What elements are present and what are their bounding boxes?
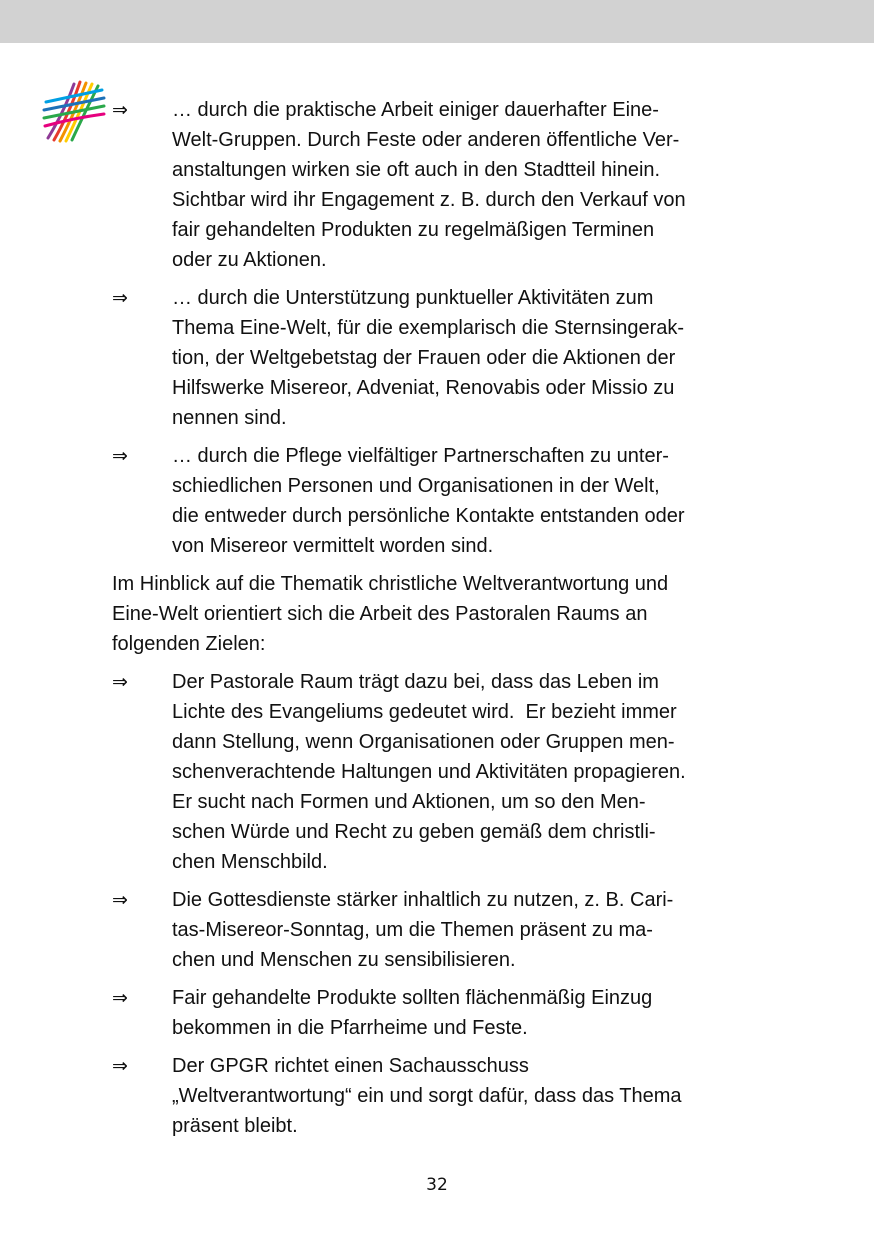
arrow-bullet-icon: ⇒	[112, 987, 128, 1009]
text-line: schen Würde und Recht zu geben gemäß dem christli-	[172, 821, 656, 843]
text-line: tion, der Weltgebetstag der Frauen oder die Aktionen der	[172, 347, 676, 369]
intro-paragraph	[112, 569, 772, 659]
text-line: Der Pastorale Raum trägt dazu bei, dass das Leben im	[172, 671, 659, 693]
text-line: Die Gottesdienste stärker inhaltlich zu nutzen, z. B. Cari-	[172, 889, 674, 911]
text-line: tas-Misereor-Sonntag, um die Themen präsent zu ma-	[172, 919, 653, 941]
text-line: bekommen in die Pfarrheime und Feste.	[172, 1017, 528, 1039]
text-line: Eine-Welt orientiert sich die Arbeit des Pastoralen Raums an	[112, 603, 648, 625]
goals-list	[112, 667, 772, 1141]
text-line: fair gehandelten Produkten zu regelmäßigen Terminen	[172, 219, 655, 241]
text-line: Er sucht nach Formen und Aktionen, um so den Men-	[172, 791, 646, 813]
text-line: schiedlichen Personen und Organisationen in der Welt,	[172, 475, 660, 497]
activity-list	[112, 95, 772, 561]
arrow-bullet-icon: ⇒	[112, 445, 128, 467]
text-line: die entweder durch persönliche Kontakte entstanden oder	[172, 505, 685, 527]
page-number: 32	[426, 1175, 448, 1195]
list-item	[112, 95, 772, 275]
page-content	[112, 95, 772, 1149]
logo-icon	[40, 78, 108, 146]
text-line: Thema Eine-Welt, für die exemplarisch die Sternsingerak-	[172, 317, 685, 339]
text-line: … durch die Pflege vielfältiger Partnerschaften zu unter-	[172, 445, 669, 467]
text-line: nennen sind.	[172, 407, 287, 429]
text-line: anstaltungen wirken sie oft auch in den Stadtteil hinein.	[172, 159, 661, 181]
arrow-bullet-icon: ⇒	[112, 1055, 128, 1077]
text-line: Hilfswerke Misereor, Adveniat, Renovabis oder Missio zu	[172, 377, 675, 399]
text-line: dann Stellung, wenn Organisationen oder Gruppen men-	[172, 731, 675, 753]
arrow-bullet-icon: ⇒	[112, 889, 128, 911]
list-item	[112, 885, 772, 975]
text-line: folgenden Zielen:	[112, 633, 266, 655]
text-line: Der GPGR richtet einen Sachausschuss	[172, 1055, 529, 1077]
text-line: präsent bleibt.	[172, 1115, 298, 1137]
text-line: Im Hinblick auf die Thematik christliche Weltverantwortung und	[112, 573, 669, 595]
text-line: chen Menschbild.	[172, 851, 328, 873]
list-item	[112, 983, 772, 1043]
arrow-bullet-icon: ⇒	[112, 671, 128, 693]
text-line: „Weltverantwortung“ ein und sorgt dafür, dass das Thema	[172, 1085, 682, 1107]
text-line: Lichte des Evangeliums gedeutet wird. Er bezieht immer	[172, 701, 677, 723]
text-line: Welt-Gruppen. Durch Feste oder anderen öffentliche Ver-	[172, 129, 680, 151]
text-line: schenverachtende Haltungen und Aktivitäten propagieren.	[172, 761, 686, 783]
text-line: oder zu Aktionen.	[172, 249, 327, 271]
text-line: … durch die Unterstützung punktueller Aktivitäten zum	[172, 287, 654, 309]
list-item	[112, 441, 772, 561]
text-line: Fair gehandelte Produkte sollten flächenmäßig Einzug	[172, 987, 653, 1009]
text-line: chen und Menschen zu sensibilisieren.	[172, 949, 516, 971]
text-line: Sichtbar wird ihr Engagement z. B. durch den Verkauf von	[172, 189, 686, 211]
arrow-bullet-icon: ⇒	[112, 99, 128, 121]
header-band	[0, 0, 874, 43]
list-item	[112, 1051, 772, 1141]
text-line: … durch die praktische Arbeit einiger dauerhafter Eine-	[172, 99, 659, 121]
list-item	[112, 667, 772, 877]
arrow-bullet-icon: ⇒	[112, 287, 128, 309]
list-item	[112, 283, 772, 433]
text-line: von Misereor vermittelt worden sind.	[172, 535, 494, 557]
